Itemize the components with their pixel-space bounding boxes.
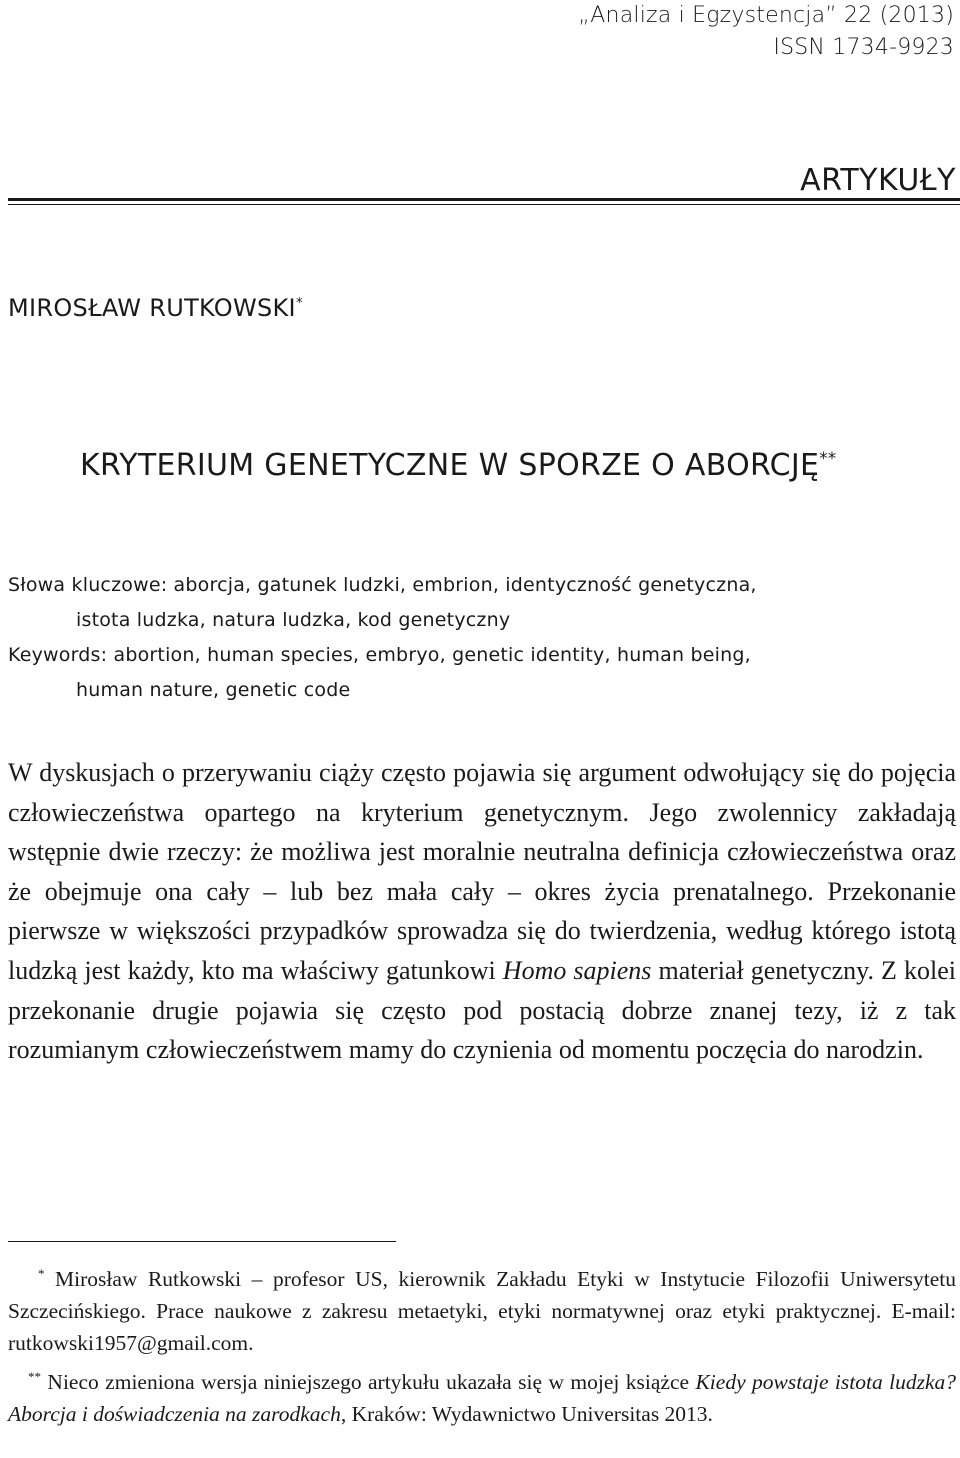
article-title-text: KRYTERIUM GENETYCZNE W SPORZE O ABORCJĘ <box>80 448 820 483</box>
author-footnote-mark: * <box>295 296 303 311</box>
body-paragraph <box>8 753 956 1070</box>
body-text-1: W dyskusjach o przerywaniu ciąży często pojawia się argument odwołujący się do pojęcia człowieczeństwa opartego na kryterium genetycznym. Jego zwolennicy zakładają wstępnie dwie rzeczy: że możliwa jest moralnie neutralna definicja człowieczeństwa oraz że obejmuje ona cały – lub bez mała cały – okres życia prenatalnego. Przekonanie pierwsze w większości przypadków sprowadza się do twierdzenia, według którego istotą ludzką jest każdy, kto ma właściwy gatunkowi <box>8 758 956 985</box>
author-name <box>8 292 303 324</box>
section-heading: ARTYKUŁY <box>800 163 956 198</box>
journal-issn: ISSN 1734-9923 <box>773 35 954 60</box>
article-title <box>80 446 836 486</box>
journal-title: „Analiza i Egzystencja” 22 (2013) <box>578 3 954 28</box>
section-divider <box>8 198 960 211</box>
body-italic-species: Homo sapiens <box>502 955 652 985</box>
body-text-2: materiał genetyczny. Z kolei przekonanie drugie pojawia się często pod postacią dobrze znanej tezy, iż z tak rozumianym człowieczeństwem mamy do czynienia od momentu poczęcia do narodzin. <box>8 955 956 1065</box>
footnote-1-mark: * <box>38 1265 45 1281</box>
footnote-2-mark: ** <box>28 1368 41 1384</box>
keywords-en-line1: Keywords: abortion, human species, embryo, genetic identity, human being, <box>8 644 751 666</box>
footnote-2-book-title: Kiedy powstaje istota ludzka? Aborcja i doświadczenia na zarodkach <box>8 1370 956 1426</box>
footnote-1-text: Mirosław Rutkowski – profesor US, kierownik Zakładu Etyki w Instytucie Filozofii Uniwersytetu Szczecińskiego. Prace naukowe z zakresu metaetyki, etyki normatywnej oraz etyki praktycznej. E-mail: rutkowski1957@gmail.com. <box>8 1267 957 1355</box>
footnote-1 <box>8 1263 956 1359</box>
footnote-2 <box>8 1366 956 1430</box>
keywords-pl-line2: istota ludzka, natura ludzka, kod genetyczny <box>76 609 511 631</box>
keywords-en-line2: human nature, genetic code <box>76 679 351 701</box>
author-name-text: MIROSŁAW RUTKOWSKI <box>8 294 296 322</box>
keywords-pl-line1: Słowa kluczowe: aborcja, gatunek ludzki, embrion, identyczność genetyczna, <box>8 574 757 596</box>
journal-header <box>578 0 954 64</box>
footnote-2-text-b: , Kraków: Wydawnictwo Universitas 2013. <box>340 1402 713 1426</box>
title-footnote-mark: ** <box>819 449 837 468</box>
footnote-divider <box>8 1241 396 1242</box>
keywords-block <box>8 568 948 708</box>
footnote-2-text-a: Nieco zmieniona wersja niniejszego artykułu ukazała się w mojej książce <box>47 1370 696 1394</box>
